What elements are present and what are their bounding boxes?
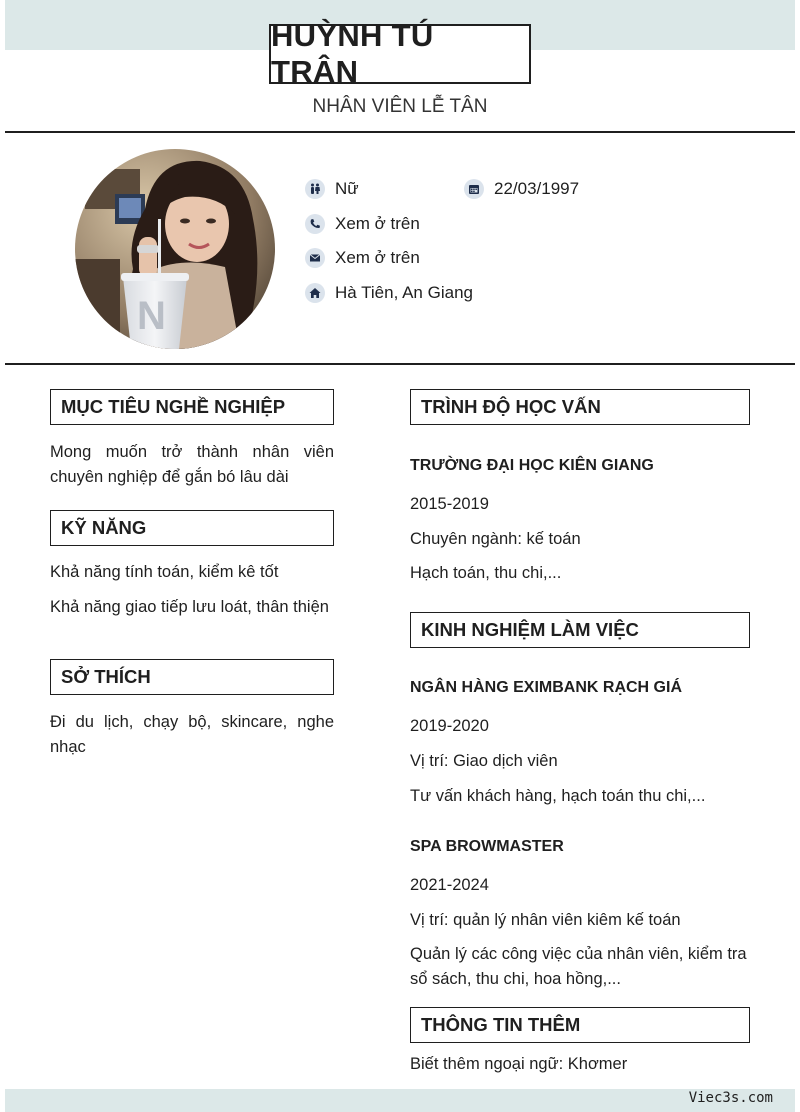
job-company: SPA BROWMASTER — [410, 838, 564, 855]
address-row — [305, 283, 473, 303]
skills-heading — [50, 510, 334, 546]
birthdate-value: 22/03/1997 — [494, 179, 580, 198]
job-position: Vị trí: quản lý nhân viên kiêm kế toán — [410, 911, 681, 929]
experience-heading — [410, 612, 750, 648]
education-title: TRÌNH ĐỘ HỌC VẤN — [421, 396, 601, 417]
job-title: NHÂN VIÊN LỄ TÂN — [312, 96, 488, 117]
calendar-icon — [464, 179, 484, 199]
gender-value: Nữ — [335, 179, 359, 198]
skill-item: Khả năng giao tiếp lưu loát, thân thiện — [50, 598, 329, 616]
extra-info-text: Biết thêm ngoại ngữ: Khơmer — [410, 1055, 628, 1073]
job-position: Vị trí: Giao dịch viên — [410, 752, 558, 770]
objective-text: Mong muốn trở thành nhân viên chuyên nghiệp để gắn bó lâu dài — [50, 443, 334, 486]
divider-top — [5, 131, 795, 133]
svg-text:N: N — [137, 294, 166, 338]
experience-title: KINH NGHIỆM LÀM VIỆC — [421, 619, 639, 640]
objective-title: MỤC TIÊU NGHỀ NGHIỆP — [61, 396, 286, 417]
extra-info-heading — [410, 1007, 750, 1043]
name-box — [269, 18, 531, 89]
job-company: NGÂN HÀNG EXIMBANK RẠCH GIÁ — [410, 679, 682, 696]
job-detail: Tư vấn khách hàng, hạch toán thu chi,... — [410, 787, 706, 805]
skill-item: Khả năng tính toán, kiểm kê tốt — [50, 563, 279, 581]
candidate-name: HUỲNH TÚ TRÂN — [271, 18, 434, 89]
gender-row — [305, 179, 359, 199]
phone-row — [305, 214, 420, 234]
bottom-band — [5, 1089, 795, 1112]
extra-info-title: THÔNG TIN THÊM — [421, 1014, 581, 1035]
avatar — [75, 149, 275, 349]
job-detail: Quản lý các công việc của nhân viên, kiểm tra sổ sách, thu chi, hoa hồng,... — [410, 945, 747, 988]
hobbies-heading — [50, 659, 334, 695]
hobbies-text: Đi du lịch, chạy bộ, skincare, nghe nhạc — [50, 713, 334, 756]
divider-middle — [5, 363, 795, 365]
skills-title: KỸ NĂNG — [61, 517, 147, 538]
school-name: TRƯỜNG ĐẠI HỌC KIÊN GIANG — [410, 457, 654, 474]
envelope-icon — [305, 248, 325, 268]
birthdate-row — [464, 179, 579, 199]
objective-heading — [50, 389, 334, 425]
footer-brand: Viec3s.com — [688, 1090, 773, 1106]
job-years: 2019-2020 — [410, 717, 489, 735]
hobbies-title: SỞ THÍCH — [61, 666, 151, 687]
education-heading — [410, 389, 750, 425]
education-years: 2015-2019 — [410, 495, 489, 513]
gender-icon — [305, 179, 325, 199]
home-icon — [305, 283, 325, 303]
education-detail: Hạch toán, thu chi,... — [410, 564, 562, 582]
email-row — [305, 248, 420, 268]
phone-icon — [305, 214, 325, 234]
email-value: Xem ở trên — [335, 248, 420, 267]
education-major: Chuyên ngành: kế toán — [410, 530, 581, 548]
address-value: Hà Tiên, An Giang — [335, 283, 473, 302]
avatar-photo — [75, 149, 275, 349]
job-years: 2021-2024 — [410, 876, 489, 894]
phone-value: Xem ở trên — [335, 214, 420, 233]
